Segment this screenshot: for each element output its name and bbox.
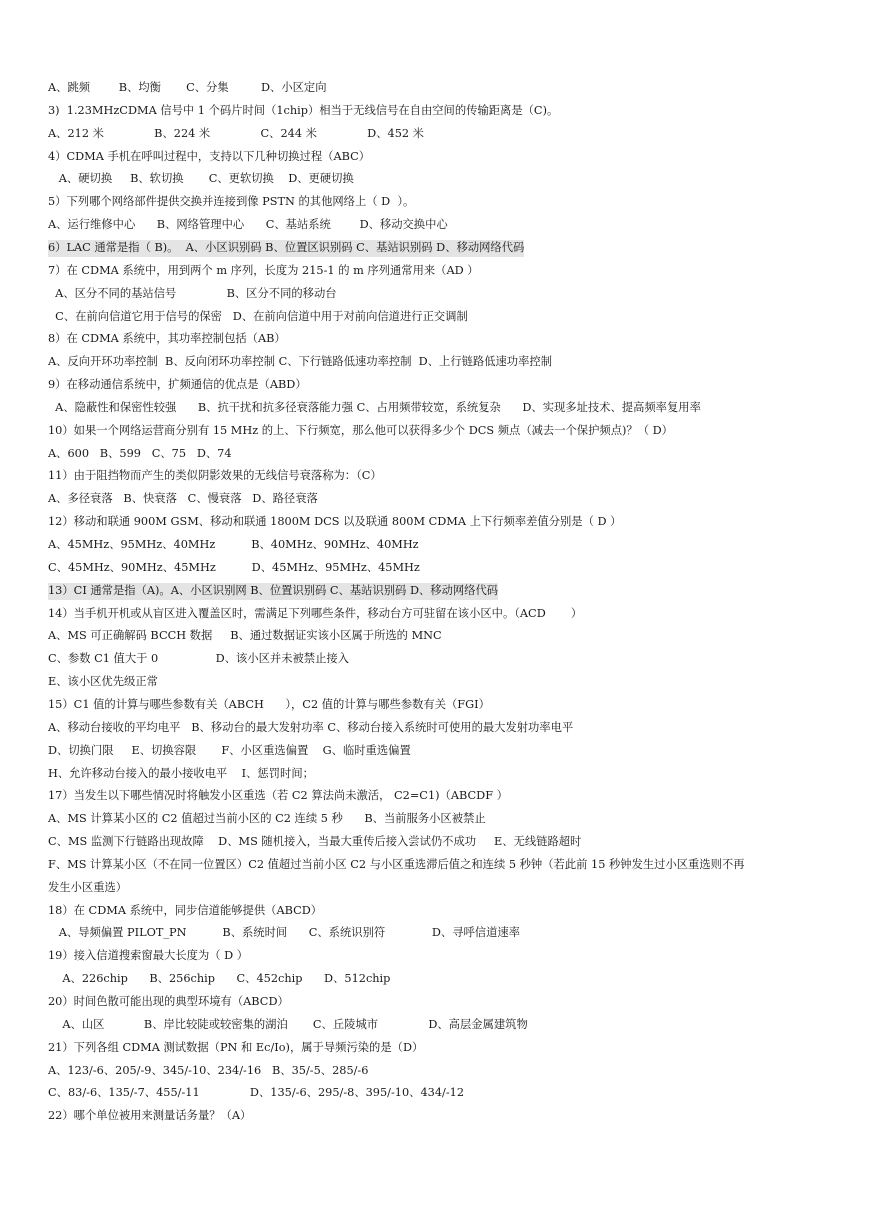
document-line: 7）在 CDMA 系统中，用到两个 m 序列，长度为 215-1 的 m 序列通常用来（AD ） — [48, 264, 479, 277]
document-line: 17）当发生以下哪些情况时将触发小区重选（若 C2 算法尚未激活， C2=C1)（ABCDF ） — [48, 789, 508, 802]
document-line: A、隐蔽性和保密性较强 B、抗干扰和抗多径衰落能力强 C、占用频带较宽，系统复杂 D、实现多址技术、提高频率复用率 — [48, 401, 701, 414]
document-line: A、600 B、599 C、75 D、74 — [48, 447, 232, 460]
document-line: A、移动台接收的平均电平 B、移动台的最大发射功率 C、移动台接入系统时可使用的最大发射功率电平 — [48, 721, 574, 734]
document-line: 10）如果一个网络运营商分别有 15 MHz 的上、下行频宽，那么他可以获得多少个 DCS 频点（减去一个保护频点)？（ D） — [48, 424, 673, 437]
document-line: D、切换门限 E、切换容限 F、小区重选偏置 G、临时重选偏置 — [48, 744, 411, 757]
document-line: 20）时间色散可能出现的典型环境有（ABCD） — [48, 995, 289, 1008]
document-line: 发生小区重选） — [48, 881, 128, 894]
document-line: A、山区 B、岸比较陡或较密集的湖泊 C、丘陵城市 D、高层金属建筑物 — [48, 1018, 528, 1031]
document-line: C、参数 C1 值大于 0 D、该小区并未被禁止接入 — [48, 652, 349, 665]
document-line: H、允许移动台接入的最小接收电平 I、惩罚时间； — [48, 767, 314, 780]
document-line: 9）在移动通信系统中，扩频通信的优点是（ABD） — [48, 378, 307, 391]
document-line: 14）当手机开机或从盲区进入覆盖区时，需满足下列哪些条件，移动台方可驻留在该小区中。（ACD ） — [48, 607, 583, 620]
document-line: C、在前向信道它用于信号的保密 D、在前向信道中用于对前向信道进行正交调制 — [48, 310, 468, 323]
document-line: A、MS 计算某小区的 C2 值超过当前小区的 C2 连续 5 秒 B、当前服务小区被禁止 — [48, 812, 486, 825]
document-line: 6）LAC 通常是指（ B)。 A、小区识别码 B、位置区识别码 C、基站识别码 D、移动网络代码 — [48, 240, 524, 257]
document-line: 4）CDMA 手机在呼叫过程中，支持以下几种切换过程（ABC） — [48, 150, 371, 163]
document-line: C、MS 监测下行链路出现故障 D、MS 随机接入，当最大重传后接入尝试仍不成功 E、无线链路超时 — [48, 835, 582, 848]
document-line: A、区分不同的基站信号 B、区分不同的移动台 — [48, 287, 337, 300]
document-line: A、123/-6、205/-9、345/-10、234/-16 B、35/-5、285/-6 — [48, 1064, 369, 1077]
document-line: 3) 1.23MHzCDMA 信号中 1 个码片时间（1chip）相当于无线信号在自由空间的传输距离是（C)。 — [48, 104, 559, 117]
document-line: 11）由于阻挡物而产生的类似阴影效果的无线信号衰落称为：（C） — [48, 469, 382, 482]
document-line: F、MS 计算某小区（不在同一位置区）C2 值超过当前小区 C2 与小区重选滞后值之和连续 5 秒钟（若此前 15 秒钟发生过小区重选则不再 — [48, 858, 745, 871]
document-line: 12）移动和联通 900M GSM、移动和联通 1800M DCS 以及联通 800M CDMA 上下行频率差值分别是（ D ） — [48, 515, 622, 528]
document-line: E、该小区优先级正常 — [48, 675, 158, 688]
document-line: 21）下列各组 CDMA 测试数据（PN 和 Ec/Io)，属于导频污染的是（D） — [48, 1041, 424, 1054]
document-line: A、反向开环功率控制 B、反向闭环功率控制 C、下行链路低速功率控制 D、上行链路低速功率控制 — [48, 355, 552, 368]
document-line: A、226chip B、256chip C、452chip D、512chip — [48, 972, 391, 985]
document-line: 5）下列哪个网络部件提供交换并连接到像 PSTN 的其他网络上（ D ）。 — [48, 195, 415, 208]
document-line: A、MS 可正确解码 BCCH 数据 B、通过数据证实该小区属于所选的 MNC — [48, 629, 442, 642]
document-line: A、212 米 B、224 米 C、244 米 D、452 米 — [48, 127, 424, 140]
document-line: C、83/-6、135/-7、455/-11 D、135/-6、295/-8、395/-10、434/-12 — [48, 1086, 465, 1099]
document-line: A、运行维修中心 B、网络管理中心 C、基站系统 D、移动交换中心 — [48, 218, 448, 231]
document-line: 19）接入信道搜索窗最大长度为（ D ） — [48, 949, 249, 962]
document-line: 8）在 CDMA 系统中，其功率控制包括（AB） — [48, 332, 286, 345]
document-line: 18）在 CDMA 系统中，同步信道能够提供（ABCD） — [48, 904, 323, 917]
document-line: A、45MHz、95MHz、40MHz B、40MHz、90MHz、40MHz — [48, 538, 419, 551]
document-line: 22）哪个单位被用来测量话务量？（A） — [48, 1109, 252, 1122]
document-line: 13）CI 通常是指（A)。A、小区识别网 B、位置识别码 C、基站识别码 D、移动网络代码 — [48, 583, 498, 600]
document-line: A、硬切换 B、软切换 C、更软切换 D、更硬切换 — [48, 172, 354, 185]
document-line: A、跳频 B、均衡 C、分集 D、小区定向 — [48, 81, 327, 94]
document-line: A、导频偏置 PILOT_PN B、系统时间 C、系统识别符 D、寻呼信道速率 — [48, 926, 520, 939]
document-line: 15）C1 值的计算与哪些参数有关（ABCH ），C2 值的计算与哪些参数有关（FGI） — [48, 698, 490, 711]
document-line: C、45MHz、90MHz、45MHz D、45MHz、95MHz、45MHz — [48, 561, 420, 574]
document-line: A、多径衰落 B、快衰落 C、慢衰落 D、路径衰落 — [48, 492, 318, 505]
